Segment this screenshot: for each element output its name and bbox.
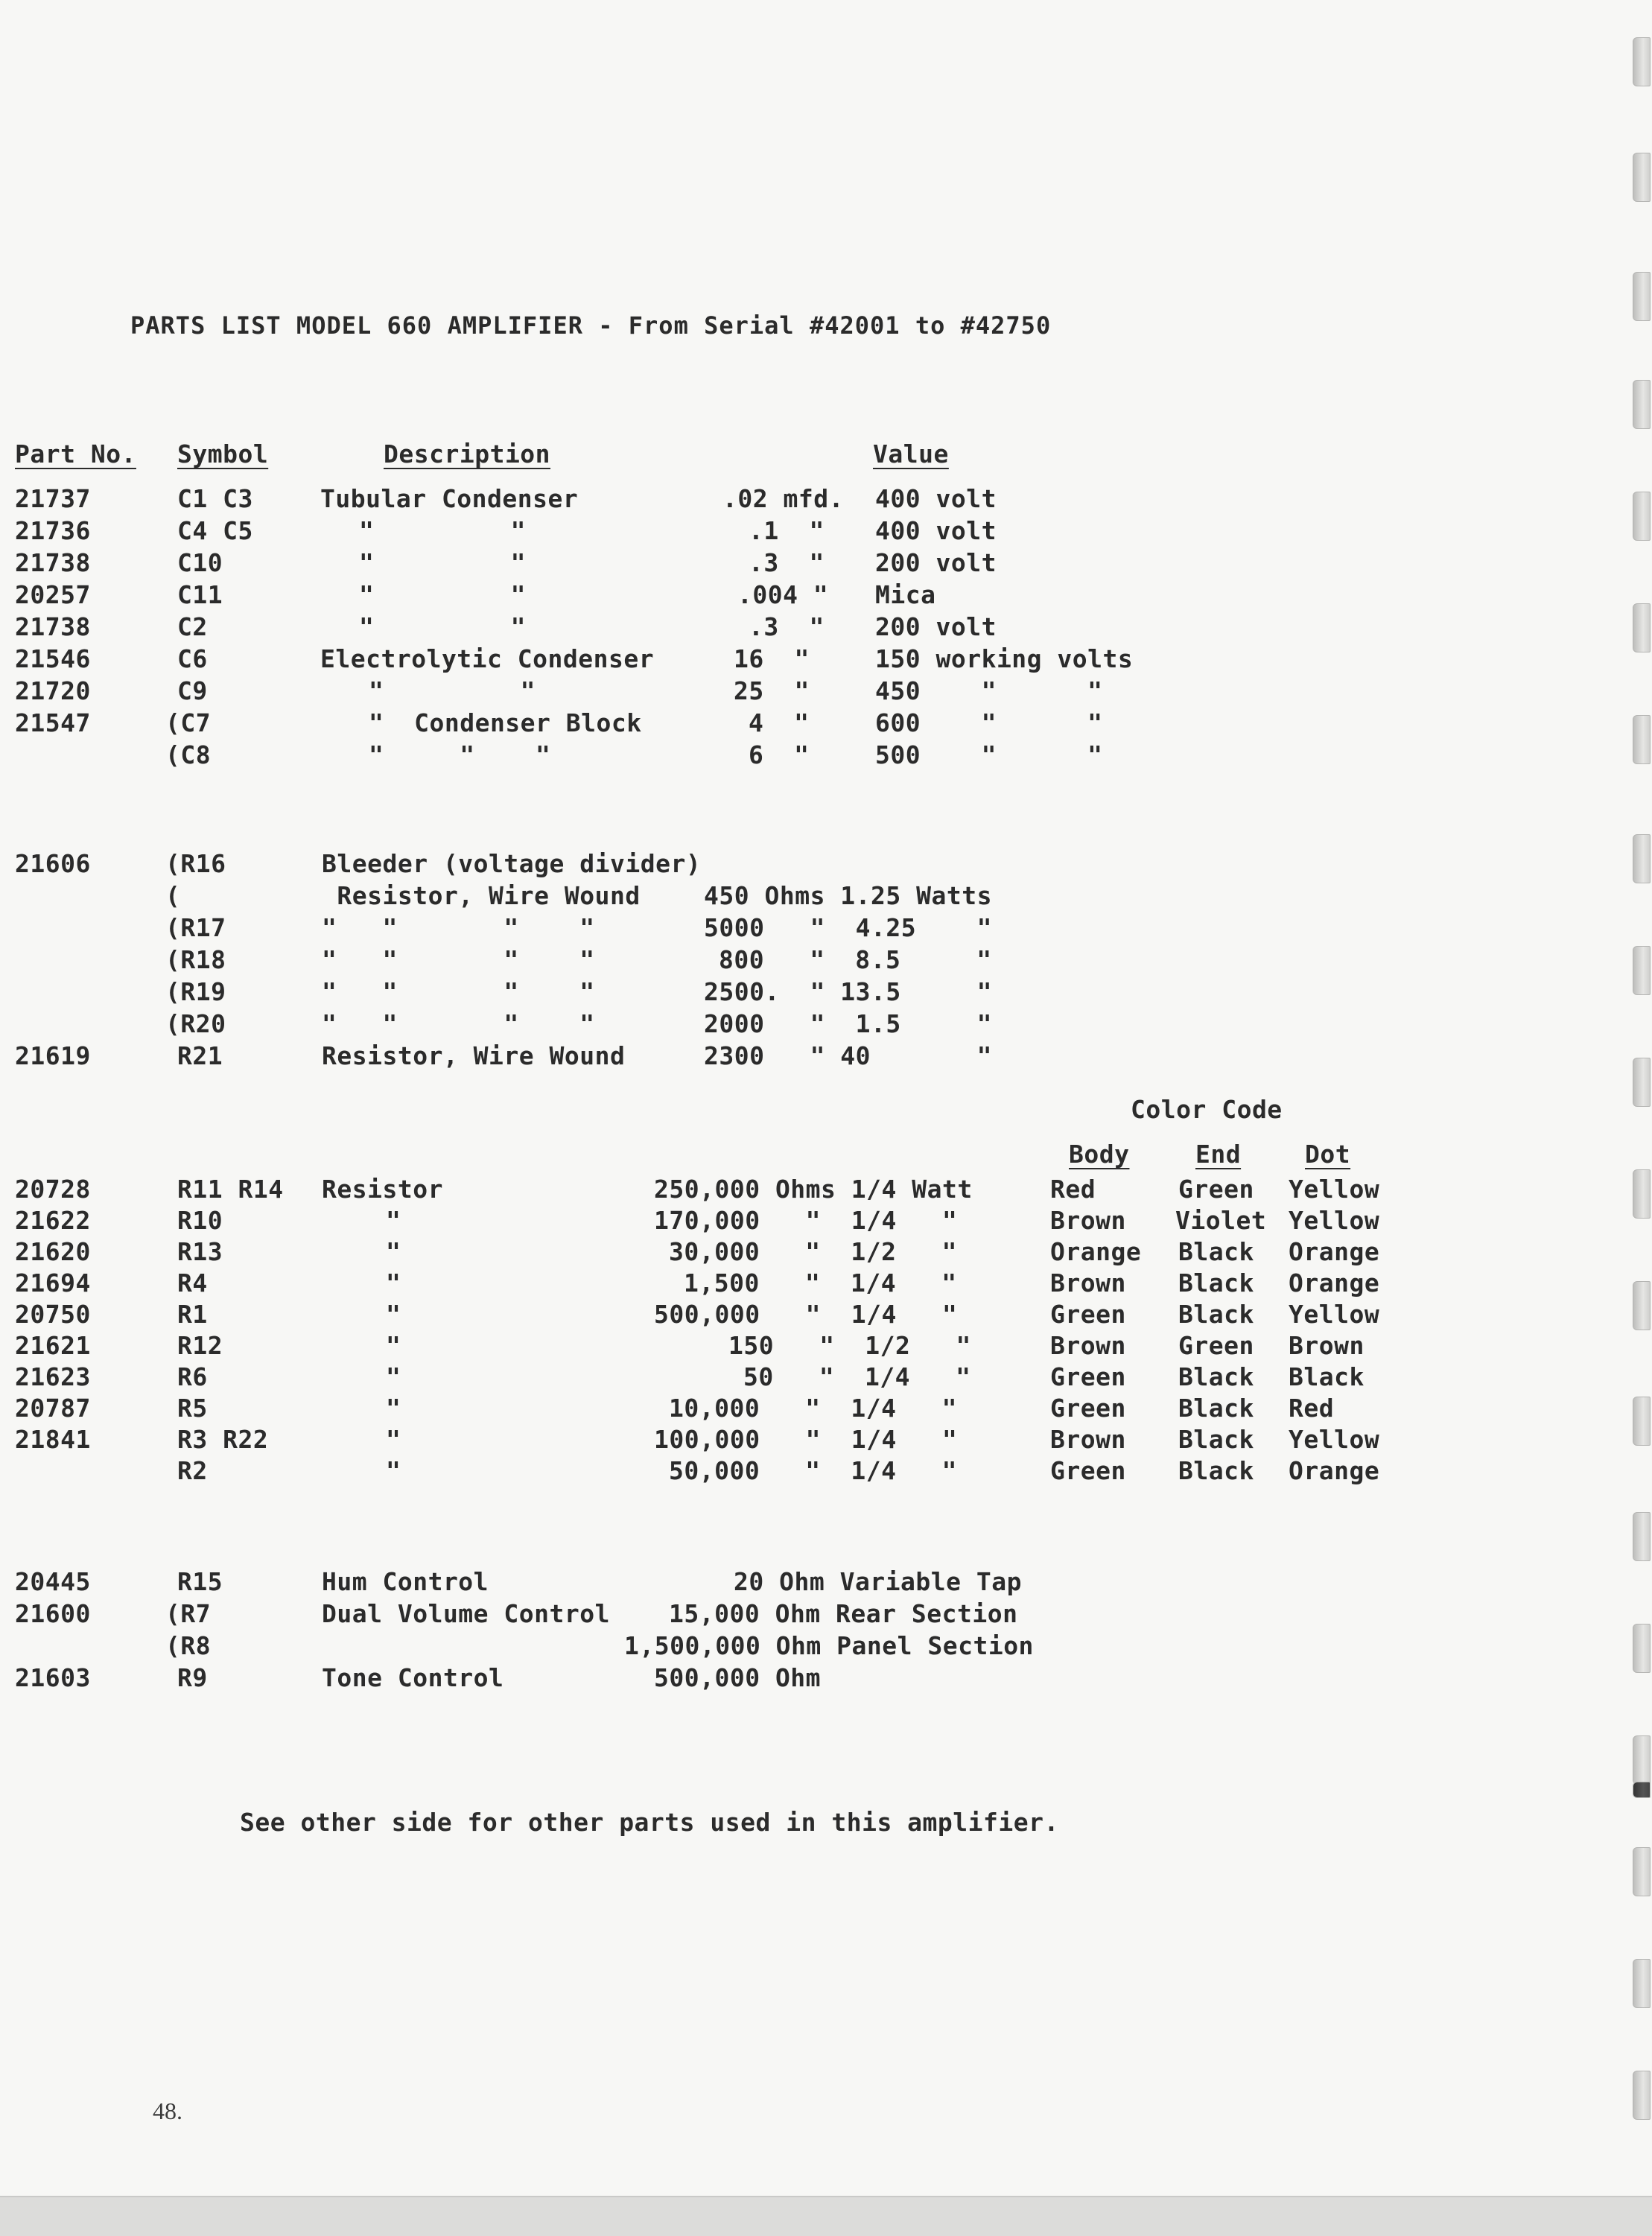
value-rating: 150 working volts [875, 644, 1134, 673]
header-value: Value [873, 439, 949, 469]
scan-edge [0, 2196, 1652, 2236]
description: " [386, 1268, 401, 1298]
color-body: Brown [1050, 1268, 1126, 1298]
color-end: Black [1178, 1300, 1254, 1329]
value-rating: Mica [875, 580, 936, 609]
binding-ring [1633, 946, 1651, 995]
part-number: 21736 [15, 516, 91, 545]
symbol: C9 [177, 676, 208, 705]
description: " [386, 1362, 401, 1391]
value-capacitance: .02 mfd. [722, 484, 844, 513]
color-dot: Yellow [1289, 1175, 1380, 1204]
value: 15,000 Ohm Rear Section [669, 1599, 1018, 1628]
description: " [386, 1394, 401, 1423]
value-rating: 200 volt [875, 548, 997, 577]
symbol: R11 R14 [177, 1175, 284, 1204]
value-capacitance: .3 " [749, 548, 825, 577]
color-end: Black [1178, 1425, 1254, 1454]
part-number: 21720 [15, 676, 91, 705]
color-dot: Brown [1289, 1331, 1365, 1360]
part-number: 21547 [15, 708, 91, 737]
value: 20 Ohm Variable Tap [734, 1567, 1022, 1596]
color-body: Brown [1050, 1206, 1126, 1235]
part-number: 20257 [15, 580, 91, 609]
color-end: Green [1178, 1175, 1254, 1204]
color-body: Green [1050, 1362, 1126, 1391]
description: " Condenser Block [369, 708, 642, 737]
description: " " " " [322, 913, 595, 942]
part-number: 21738 [15, 612, 91, 641]
description: " " [359, 548, 527, 577]
symbol: R9 [177, 1663, 208, 1692]
symbol: R15 [177, 1567, 223, 1596]
description: " " [359, 612, 527, 641]
color-body: Green [1050, 1300, 1126, 1329]
color-dot: Red [1289, 1394, 1335, 1423]
binding-ring [1633, 1735, 1651, 1785]
symbol: C2 [177, 612, 208, 641]
symbol: R12 [177, 1331, 223, 1360]
color-body: Green [1050, 1394, 1126, 1423]
page-title: PARTS LIST MODEL 660 AMPLIFIER - From Serial #42001 to #42750 [130, 311, 1052, 340]
symbol: (R18 [165, 945, 226, 974]
symbol: R10 [177, 1206, 223, 1235]
value: 450 Ohms 1.25 Watts [704, 881, 992, 910]
color-dot: Yellow [1289, 1300, 1380, 1329]
value: 50 " 1/4 " [743, 1362, 971, 1391]
description: " [386, 1300, 401, 1329]
value-rating: 200 volt [875, 612, 997, 641]
description: Electrolytic Condenser [320, 644, 655, 673]
value: 30,000 " 1/2 " [669, 1237, 957, 1266]
description: " [386, 1237, 401, 1266]
value: 1,500 " 1/4 " [684, 1268, 957, 1298]
binding-ring [1633, 153, 1651, 202]
description: " " [359, 580, 527, 609]
value: 5000 " 4.25 " [704, 913, 992, 942]
color-end: Black [1178, 1362, 1254, 1391]
value-capacitance: .004 " [737, 580, 829, 609]
color-body: Brown [1050, 1331, 1126, 1360]
part-number: 21619 [15, 1041, 91, 1070]
color-end: Black [1178, 1268, 1254, 1298]
color-body: Brown [1050, 1425, 1126, 1454]
symbol: R3 R22 [177, 1425, 269, 1454]
symbol: R13 [177, 1237, 223, 1266]
value-capacitance: 16 " [734, 644, 810, 673]
part-number: 21600 [15, 1599, 91, 1628]
symbol: (R7 [165, 1599, 212, 1628]
color-dot: Yellow [1289, 1425, 1380, 1454]
part-number: 21738 [15, 548, 91, 577]
value-capacitance: 4 " [749, 708, 810, 737]
color-code-body-header: Body [1069, 1140, 1130, 1169]
symbol: R1 [177, 1300, 208, 1329]
binding-ring [1633, 1782, 1651, 1798]
binding-ring [1633, 1058, 1651, 1107]
color-code-dot-header: Dot [1305, 1140, 1351, 1169]
binding-ring [1633, 380, 1651, 429]
value: 800 " 8.5 " [719, 945, 992, 974]
symbol: C4 C5 [177, 516, 253, 545]
symbol: (R8 [165, 1631, 212, 1660]
description: Resistor [322, 1175, 443, 1204]
color-body: Orange [1050, 1237, 1142, 1266]
part-number: 21622 [15, 1206, 91, 1235]
color-dot: Orange [1289, 1237, 1380, 1266]
symbol: C10 [177, 548, 223, 577]
color-end: Black [1178, 1394, 1254, 1423]
part-number: 21546 [15, 644, 91, 673]
header-part-no: Part No. [15, 439, 136, 469]
symbol: ( [165, 881, 181, 910]
value: 170,000 " 1/4 " [654, 1206, 958, 1235]
color-dot: Yellow [1289, 1206, 1380, 1235]
symbol: (R19 [165, 977, 226, 1006]
binding-ring [1633, 603, 1651, 652]
symbol: C6 [177, 644, 208, 673]
binding-ring [1633, 1397, 1651, 1446]
part-number: 20787 [15, 1394, 91, 1423]
value-capacitance: 25 " [734, 676, 810, 705]
symbol: (R17 [165, 913, 226, 942]
part-number: 21606 [15, 849, 91, 878]
value: 10,000 " 1/4 " [669, 1394, 957, 1423]
description: Tubular Condenser [320, 484, 579, 513]
symbol: (R16 [165, 849, 226, 878]
symbol: R5 [177, 1394, 208, 1423]
description: Tone Control [322, 1663, 504, 1692]
description: " [386, 1331, 401, 1360]
binding-ring [1633, 272, 1651, 321]
value-capacitance: 6 " [749, 740, 810, 769]
part-number: 21621 [15, 1331, 91, 1360]
binding-ring [1633, 1512, 1651, 1561]
symbol: R6 [177, 1362, 208, 1391]
symbol: (C7 [165, 708, 212, 737]
value: 2300 " 40 " [704, 1041, 992, 1070]
value-capacitance: .1 " [749, 516, 825, 545]
description: Dual Volume Control [322, 1599, 610, 1628]
header-symbol: Symbol [177, 439, 269, 469]
part-number: 21694 [15, 1268, 91, 1298]
binding-ring [1633, 1281, 1651, 1330]
description: " [386, 1456, 401, 1485]
symbol: (C8 [165, 740, 212, 769]
color-code-title: Color Code [1131, 1095, 1283, 1124]
color-dot: Orange [1289, 1456, 1380, 1485]
description: Resistor, Wire Wound [322, 881, 641, 910]
binding-ring [1633, 715, 1651, 764]
symbol: R21 [177, 1041, 223, 1070]
symbol: C11 [177, 580, 223, 609]
part-number: 21841 [15, 1425, 91, 1454]
color-body: Green [1050, 1456, 1126, 1485]
value: 250,000 Ohms 1/4 Watt [654, 1175, 973, 1204]
part-number: 20445 [15, 1567, 91, 1596]
value-rating: 400 volt [875, 516, 997, 545]
part-number: 21623 [15, 1362, 91, 1391]
value: 2500. " 13.5 " [704, 977, 992, 1006]
color-dot: Orange [1289, 1268, 1380, 1298]
description: " [386, 1425, 401, 1454]
color-end: Green [1178, 1331, 1254, 1360]
description: " [386, 1206, 401, 1235]
footer-note: See other side for other parts used in this amplifier. [240, 1808, 1059, 1837]
binding-ring [1633, 1959, 1651, 2008]
part-number: 21620 [15, 1237, 91, 1266]
binding-ring [1633, 1169, 1651, 1219]
part-number: 21737 [15, 484, 91, 513]
description: " " " " [322, 977, 595, 1006]
value-rating: 500 " " [875, 740, 1103, 769]
color-dot: Black [1289, 1362, 1365, 1391]
symbol: R4 [177, 1268, 208, 1298]
value-rating: 400 volt [875, 484, 997, 513]
part-number: 20750 [15, 1300, 91, 1329]
binding-ring [1633, 37, 1651, 86]
description: Bleeder (voltage divider) [322, 849, 702, 878]
description: " " [359, 516, 527, 545]
value: 50,000 " 1/4 " [669, 1456, 957, 1485]
value: 100,000 " 1/4 " [654, 1425, 958, 1454]
binding-ring [1633, 2071, 1651, 2120]
color-body: Red [1050, 1175, 1096, 1204]
value: 1,500,000 Ohm Panel Section [624, 1631, 1034, 1660]
description: Resistor, Wire Wound [322, 1041, 626, 1070]
description: " " " " [322, 1009, 595, 1038]
description: " " " " [322, 945, 595, 974]
description: Hum Control [322, 1567, 489, 1596]
binding-ring [1633, 1624, 1651, 1673]
value-rating: 600 " " [875, 708, 1103, 737]
page-number: 48. [153, 2097, 182, 2124]
symbol: C1 C3 [177, 484, 253, 513]
part-number: 21603 [15, 1663, 91, 1692]
color-end: Black [1178, 1237, 1254, 1266]
part-number: 20728 [15, 1175, 91, 1204]
symbol: (R20 [165, 1009, 226, 1038]
header-description: Description [384, 439, 551, 469]
value: 500,000 " 1/4 " [654, 1300, 958, 1329]
binding-ring [1633, 492, 1651, 541]
color-end: Black [1178, 1456, 1254, 1485]
color-end: Violet [1175, 1206, 1267, 1235]
value-capacitance: .3 " [749, 612, 825, 641]
binding-ring [1633, 1847, 1651, 1896]
description: " " [369, 676, 536, 705]
value: 2000 " 1.5 " [704, 1009, 992, 1038]
description: " " " [369, 740, 551, 769]
value-rating: 450 " " [875, 676, 1103, 705]
color-code-end-header: End [1195, 1140, 1242, 1169]
value: 500,000 Ohm [654, 1663, 822, 1692]
binding-ring [1633, 834, 1651, 883]
value: 150 " 1/2 " [728, 1331, 971, 1360]
symbol: R2 [177, 1456, 208, 1485]
